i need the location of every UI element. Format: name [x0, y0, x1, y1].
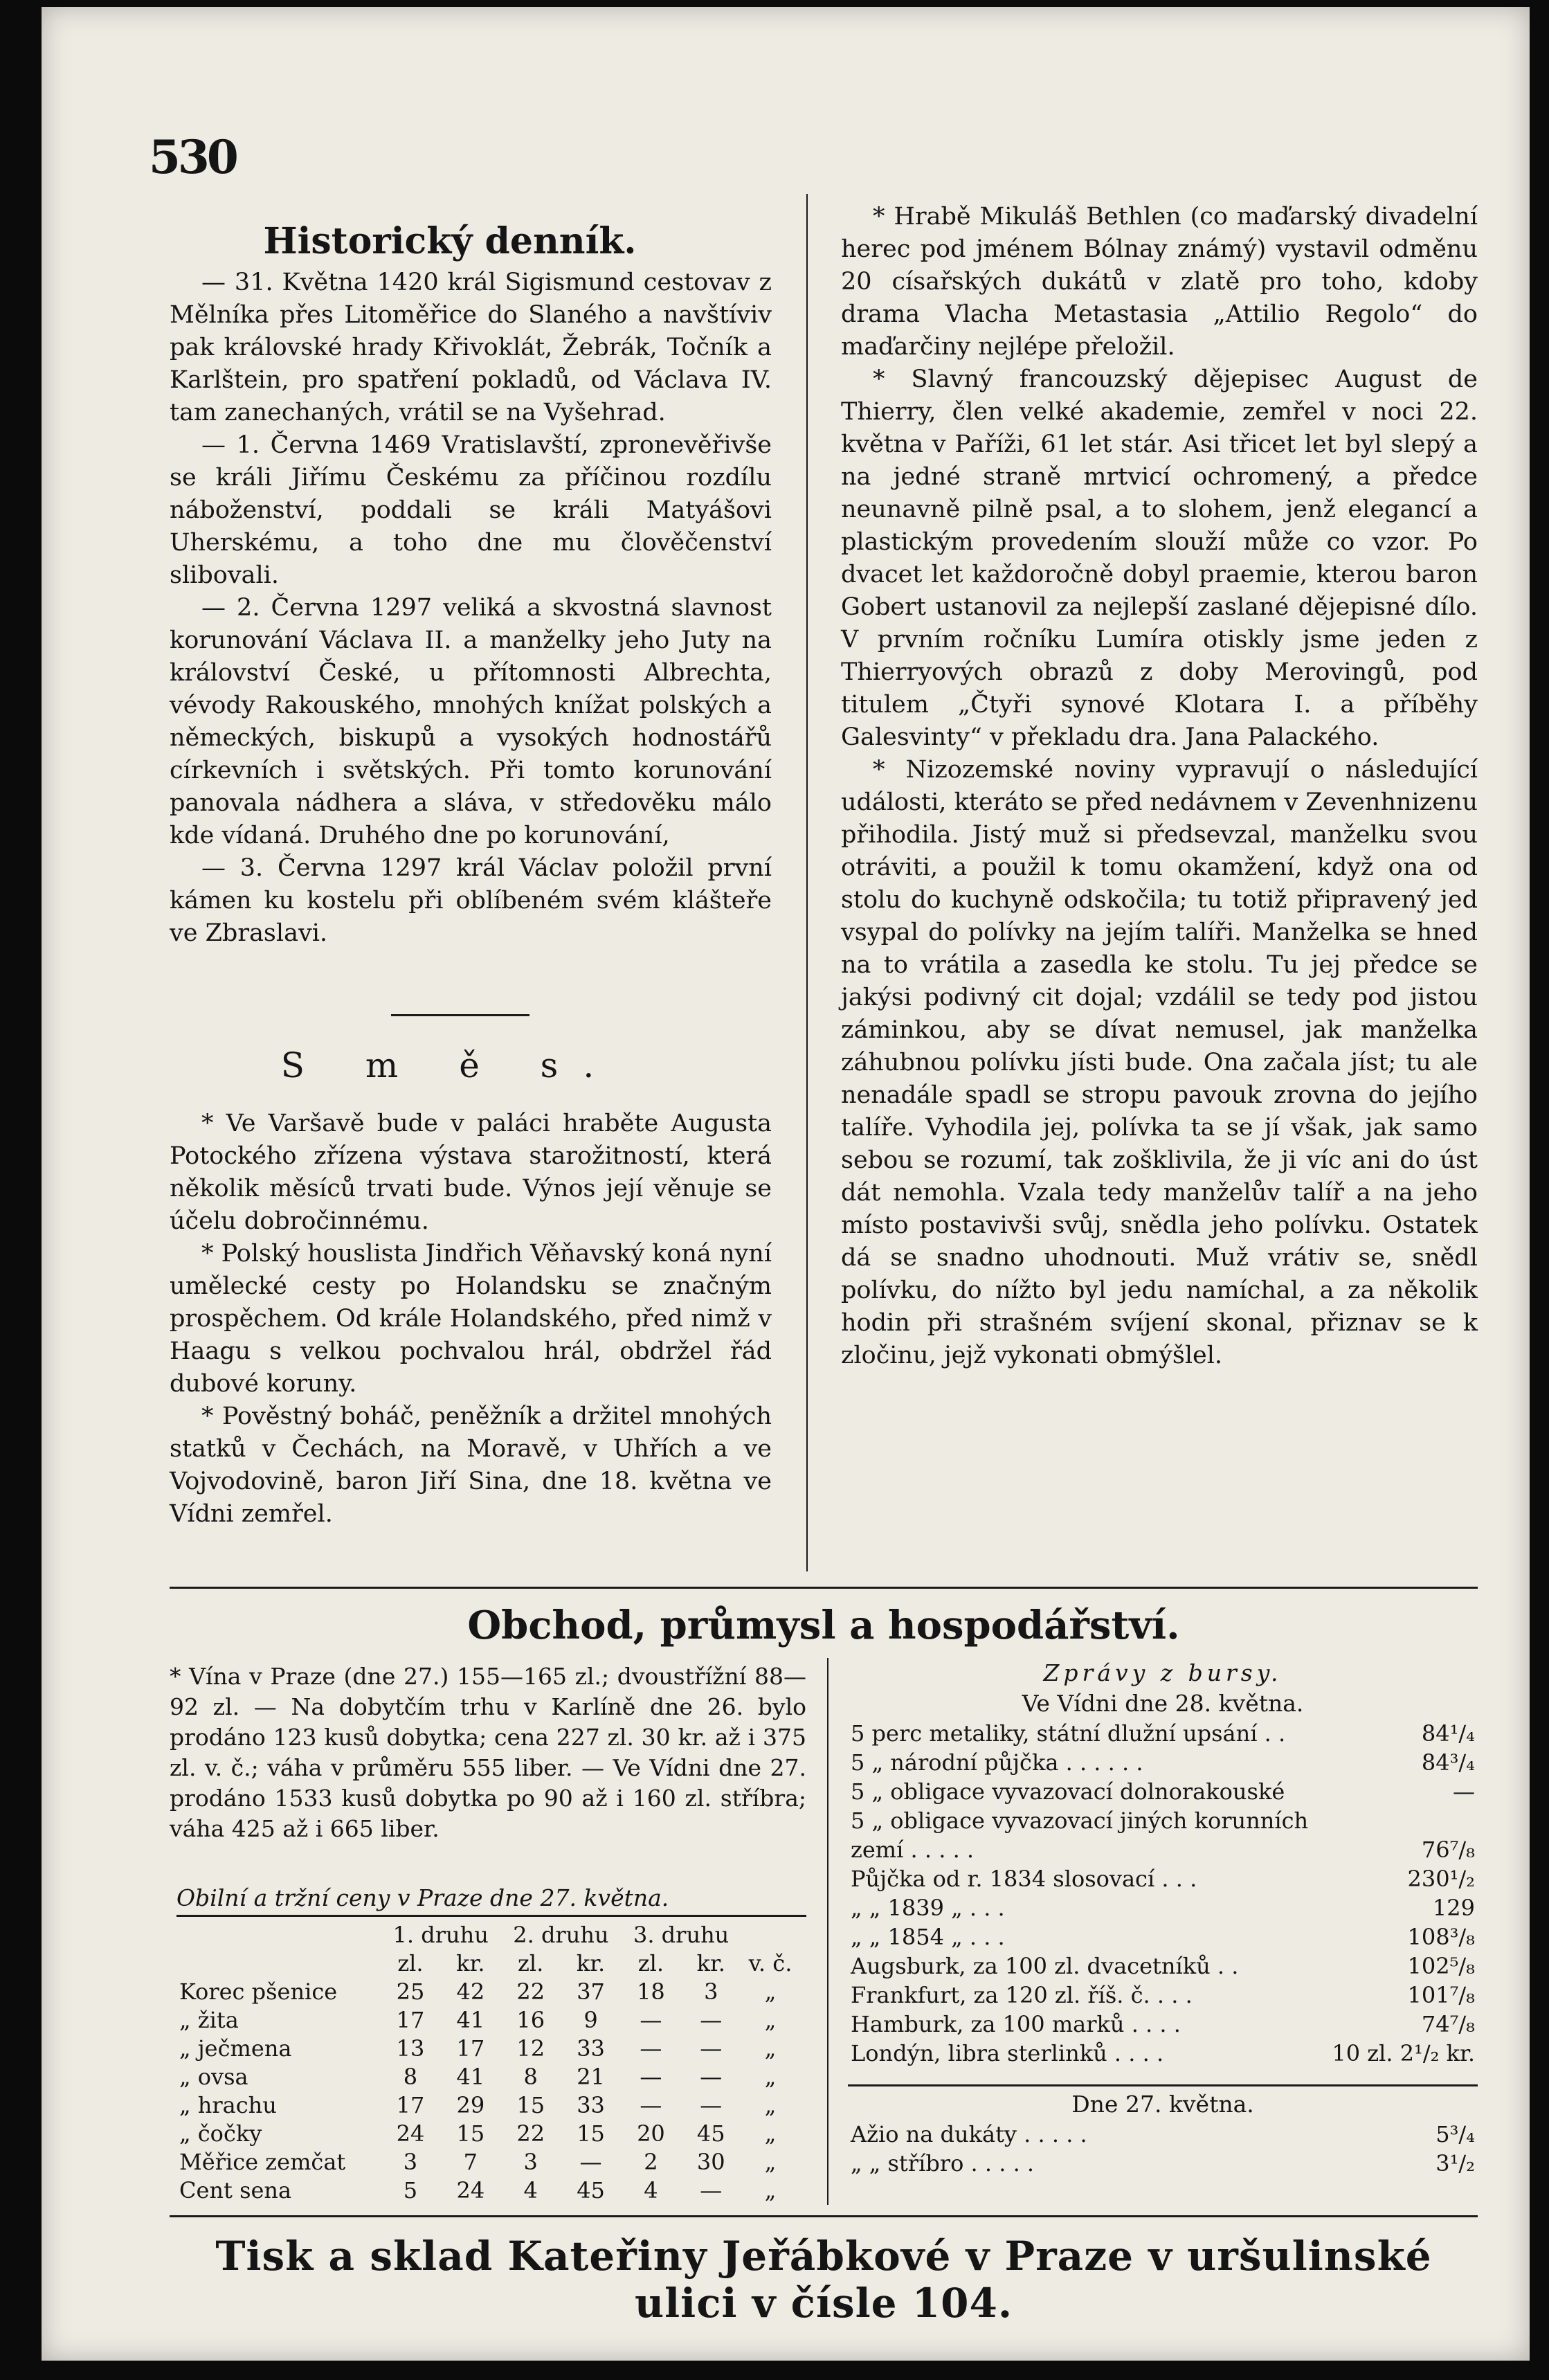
- grain-row-label: Korec pšenice: [179, 1978, 338, 2005]
- grain-cell: 17: [396, 2092, 425, 2118]
- grain-cell: 24: [456, 2177, 485, 2203]
- grain-cell: 41: [456, 2064, 485, 2090]
- news-paragraph: * Nizozemské noviny vypravují o následující události, kteráto se před nedávnem v Zevenhnizenu přihodila. Jistý muž si předsevzal, manželku svou otráviti, a použil k tomu okamžení, když ona od stolu do kuchyně odskočila; tu totiž připravený jed vsypal do polívky na jejím talíři. Manželka se hned na to vrátila a zasedla ke stolu. Tu jej předce se jakýsi podivný cit dojal; vzdálil se tedy pod jistou záminkou, aby se dívat nemusel, jak manželka záhubnou polívku jísti bude. Ona začala jíst; tu ale nenadále spadl se stropu pavouk zrovna do jejího talíře. Vyhodila jej, polívka ta se jí však, jak samo sebou se rozumí, tak zošklivila, že ji víc ani do úst dát nemohla. Vzala tedy manželův talíř a na jeho místo postavivši svůj, snědla jeho polívku. Ostatek dá se snadno uhodnouti. Muž vrátiv se, snědl polívku, do nížto byl jedu namíchal, a za několik hodin při strašném svíjení skonal, přiznav se k zločinu, jejž vykonati obmýšlel.: [841, 756, 1478, 1369]
- grain-cell: „: [764, 2035, 777, 2062]
- grain-druh-1: 1. druhu: [392, 1922, 489, 1948]
- grain-unit: zl.: [397, 1950, 424, 1976]
- bursa-row-label: Půjčka od r. 1834 slosovací . . .: [851, 1866, 1197, 1892]
- grain-cell: 4: [644, 2177, 658, 2203]
- bursa-row: [848, 1777, 1478, 1806]
- bursa-row-value: 230¹/₂: [1407, 1866, 1475, 1892]
- bursa-row: [848, 1922, 1478, 1951]
- grain-cell: 17: [396, 2007, 425, 2033]
- grain-cell: „: [764, 2064, 777, 2090]
- grain-row: [176, 2176, 799, 2205]
- right-column-body: [841, 201, 1478, 1372]
- grain-cell: —: [640, 2092, 662, 2118]
- bursa-section: [848, 1658, 1478, 2178]
- grain-row-label: Měřice zemčat: [179, 2149, 346, 2175]
- grain-table: [176, 1921, 799, 2205]
- grain-row-label: „ čočky: [179, 2120, 262, 2147]
- grain-cell: 20: [637, 2120, 665, 2147]
- bursa-row-label: 5 „ obligace vyvazovací jiných korunních zemí . . . . .: [851, 1807, 1309, 1863]
- grain-cell: 18: [637, 1978, 665, 2005]
- bursa-row-label: Hamburk, za 100 marků . . . .: [851, 2011, 1181, 2037]
- bursa-row: [848, 1981, 1478, 2010]
- grain-druh-2: 2. druhu: [513, 1922, 609, 1948]
- grain-cell: 45: [577, 2177, 605, 2203]
- grain-cell: —: [700, 2007, 723, 2033]
- smes-paragraph: * Ve Varšavě bude v paláci hraběte Augusta Potockého zřízena výstava starožitností, která několik měsíců trvati bude. Výnos její věnuje se účelu dobročinnému.: [170, 1110, 772, 1235]
- grain-cell: 3: [403, 2149, 418, 2175]
- grain-cell: —: [640, 2064, 662, 2090]
- bursa-row-value: 102⁵/₈: [1407, 1953, 1475, 1979]
- grain-cell: 3: [523, 2149, 538, 2175]
- grain-row-label: „ ječmena: [179, 2035, 292, 2062]
- grain-cell: 3: [704, 1978, 718, 2005]
- bursa-row: [848, 2120, 1478, 2149]
- bursa-row-label: Frankfurt, za 120 zl. říš. č. . . .: [851, 1982, 1193, 2008]
- bursa-row: [848, 2039, 1478, 2068]
- bursa-row-label: 5 „ národní půjčka . . . . . .: [851, 1749, 1143, 1776]
- grain-cell: 41: [456, 2007, 485, 2033]
- grain-unit: kr.: [696, 1950, 725, 1976]
- grain-unit: kr.: [456, 1950, 485, 1976]
- bursa-row-label: 5 „ obligace vyvazovací dolnorakouské: [851, 1778, 1285, 1805]
- bursa-table-2: [848, 2120, 1478, 2178]
- bursa-row-value: 129: [1432, 1895, 1475, 1921]
- grain-row: [176, 1978, 799, 2006]
- grain-cell: 37: [577, 1978, 605, 2005]
- grain-cell: 16: [516, 2007, 545, 2033]
- grain-cell: 24: [396, 2120, 425, 2147]
- grain-cell: 8: [523, 2064, 538, 2090]
- grain-cell: 17: [456, 2035, 485, 2062]
- column-separator-bottom: [827, 1658, 828, 2205]
- grain-cell: 15: [516, 2092, 545, 2118]
- grain-cell: 9: [583, 2007, 598, 2033]
- grain-unit: zl.: [637, 1950, 664, 1976]
- grain-cell: —: [640, 2035, 662, 2062]
- historicky-paragraph: — 2. Června 1297 veliká a skvostná slavnost korunování Václava II. a manželky jeho Juty na království České, u přítomnosti Albrechta, vévody Rakouského, mnohých knížat polských a německých, biskupů a vysokých hodnostářů církevních i světských. Při tomto korunování panovala nádhera a sláva, v středověku málo kde vídaná. Druhého dne po korunování,: [170, 594, 772, 849]
- obchod-title: Obchod, průmysl a hospodářství.: [467, 1603, 1180, 1648]
- bursa-row-value: 76⁷/₈: [1421, 1837, 1475, 1863]
- bursa-date-2: Dne 27. května.: [848, 2084, 1478, 2120]
- grain-cell: —: [700, 2035, 723, 2062]
- bursa-row-label: 5 perc metaliky, státní dlužní upsání . .: [851, 1720, 1286, 1747]
- bursa-row-value: 3¹/₂: [1435, 2150, 1475, 2176]
- grain-cell: „: [764, 2092, 777, 2118]
- grain-unit: kr.: [576, 1950, 606, 1976]
- bursa-table: [848, 1719, 1478, 2068]
- grain-cell: —: [640, 2007, 662, 2033]
- bursa-row: [848, 2149, 1478, 2178]
- grain-unit: v. č.: [748, 1950, 792, 1976]
- grain-cell: 15: [577, 2120, 605, 2147]
- grain-cell: 2: [644, 2149, 658, 2175]
- grain-cell: „: [764, 2007, 777, 2033]
- grain-row: [176, 2035, 799, 2063]
- smes-body: [170, 1108, 772, 1531]
- bursa-row: [848, 1951, 1478, 1981]
- section-divider: [391, 1014, 529, 1016]
- grain-cell: 33: [577, 2035, 605, 2062]
- grain-row: [176, 2006, 799, 2035]
- grain-cell: 22: [516, 1978, 545, 2005]
- grain-cell: —: [700, 2064, 723, 2090]
- bursa-row-label: „ „ 1854 „ . . .: [851, 1924, 1005, 1950]
- grain-cell: 21: [577, 2064, 605, 2090]
- bursa-title: Zprávy z bursy.: [1043, 1659, 1283, 1686]
- bursa-row: [848, 1748, 1478, 1777]
- bursa-row-label: „ „ stříbro . . . . .: [851, 2150, 1035, 2176]
- bursa-row-label: Augsburk, za 100 zl. dvacetníků . .: [851, 1953, 1239, 1979]
- bursa-row-value: 84³/₄: [1421, 1749, 1475, 1776]
- imprint-footer: Tisk a sklad Kateřiny Jeřábkové v Praze v uršulinské ulici v čísle 104.: [215, 2233, 1432, 2327]
- grain-cell: 4: [523, 2177, 538, 2203]
- grain-row: [176, 2148, 799, 2176]
- historicky-title: Historický denník.: [263, 220, 637, 262]
- grain-header-row: [176, 1921, 799, 1949]
- smes-paragraph: * Polský houslista Jindřich Věňavský koná nyní umělecké cesty po Holandsku se značným prospěchem. Od krále Holandského, před nimž v Haagu s velkou pochvalou hrál, obdržel řád dubové koruny.: [170, 1240, 772, 1398]
- column-separator: [806, 194, 808, 1571]
- section-rule: [170, 1587, 1478, 1589]
- grain-cell: 5: [403, 2177, 418, 2203]
- grain-cell: 13: [396, 2035, 425, 2062]
- grain-row: [176, 2120, 799, 2148]
- footer-rule: [170, 2215, 1478, 2217]
- smes-title: S m ě s.: [280, 1045, 619, 1085]
- bursa-row-value: —: [1453, 1778, 1475, 1805]
- grain-table-wrap: [176, 1883, 806, 2205]
- bursa-row-value: 74⁷/₈: [1421, 2011, 1475, 2037]
- historicky-paragraph: — 31. Května 1420 král Sigismund cestovav z Mělníka přes Litoměřice do Slaného a navštíviv pak královské hrady Křivoklát, Žebrák, Točník a Karlštein, pro spatření pokladů, od Václava IV. tam zanechaných, vrátil se na Vyšehrad.: [170, 269, 772, 426]
- historicky-body: [170, 267, 772, 950]
- grain-row-label: „ hrachu: [179, 2092, 277, 2118]
- grain-row-label: „ žita: [179, 2007, 239, 2033]
- grain-cell: 22: [516, 2120, 545, 2147]
- grain-cell: 12: [516, 2035, 545, 2062]
- obchod-intro: * Vína v Praze (dne 27.) 155—165 zl.; dvoustřížní 88—92 zl. — Na dobytčím trhu v Karlíně dne 26. bylo prodáno 123 kusů dobytka; cena 227 zl. 30 kr. až i 375 zl. v. č.; váha v průměru 555 liber. — Ve Vídni dne 27. prodáno 1533 kusů dobytka po 90 až i 160 zl. stříbra; váha 425 až i 665 liber.: [170, 1663, 806, 1842]
- grain-cell: 45: [696, 2120, 725, 2147]
- page-number: 530: [149, 130, 236, 184]
- grain-cell: „: [764, 2120, 777, 2147]
- historicky-paragraph: — 3. Června 1297 král Václav položil první kámen ku kostelu při oblíbeném svém klášteře ve Zbraslavi.: [170, 854, 772, 947]
- grain-cell: „: [764, 2149, 777, 2175]
- grain-cell: „: [764, 1978, 777, 2005]
- grain-cell: —: [579, 2149, 602, 2175]
- grain-cell: 42: [456, 1978, 485, 2005]
- news-paragraph: * Hrabě Mikuláš Bethlen (co maďarský divadelní herec pod jménem Bólnay známý) vystavil odměnu 20 císařských dukátů v zlatě pro toho, kdoby drama Vlacha Metastasia „Attilio Regolo“ do maďarčiny nejlépe přeložil.: [841, 203, 1478, 361]
- grain-cell: 7: [463, 2149, 478, 2175]
- bursa-row-value: 5³/₄: [1435, 2121, 1475, 2147]
- grain-cell: —: [700, 2092, 723, 2118]
- smes-paragraph: * Pověstný boháč, peněžník a držitel mnohých statků v Čechách, na Moravě, v Uhřích a ve Vojvodovině, baron Jiří Sina, dne 18. května ve Vídni zemřel.: [170, 1403, 772, 1528]
- news-paragraph: * Slavný francouzský dějepisec August de Thierry, člen velké akademie, zemřel v noci 22. května v Paříži, 61 let stár. Asi třicet let byl slepý a na jedné straně mrtvicí ochromený, a předce neunavně pilně psal, a to slohem, jenž elegancí a plastickým provedením slouží může co vzor. Po dvacet let každoročně dobyl praemie, kterou baron Gobert ustanovil za nejlepší zaslané dějepisné dílo. V prvním ročníku Lumíra otiskly jsme jeden z Thierryových obrazů z doby Merovingů, pod titulem „Čtyři synové Klotara I. a příběhy Galesvinty“ v překladu dra. Jana Palackého.: [841, 366, 1478, 751]
- historicky-paragraph: — 1. Června 1469 Vratislavští, zpronevěřivše se králi Jiřímu Českému za příčinou rozdílu náboženství, poddali se králi Matyášovi Uherskému, a toho dne mu člověčenství slibovali.: [170, 431, 772, 589]
- bursa-row: [848, 1864, 1478, 1893]
- bursa-row: [848, 1719, 1478, 1748]
- grain-units-row: [176, 1949, 799, 1978]
- grain-cell: 29: [456, 2092, 485, 2118]
- bursa-row-label: „ „ 1839 „ . . .: [851, 1895, 1005, 1921]
- bursa-row: [848, 1806, 1478, 1864]
- bursa-row-label: Londýn, libra sterlinků . . . .: [851, 2040, 1164, 2066]
- bursa-row-value: 10 zl. 2¹/₂ kr.: [1332, 2040, 1475, 2066]
- bursa-row-label: Ažio na dukáty . . . . .: [851, 2121, 1087, 2147]
- grain-row-label: „ ovsa: [179, 2064, 248, 2090]
- grain-row: [176, 2063, 799, 2091]
- grain-cell: —: [700, 2177, 723, 2203]
- bursa-row-value: 84¹/₄: [1421, 1720, 1475, 1747]
- bursa-row-value: 101⁷/₈: [1407, 1982, 1475, 2008]
- grain-row-label: Cent sena: [179, 2177, 292, 2203]
- grain-caption: Obilní a tržní ceny v Praze dne 27. května.: [176, 1883, 806, 1917]
- grain-cell: 8: [403, 2064, 418, 2090]
- grain-row: [176, 2091, 799, 2120]
- grain-cell: „: [764, 2177, 777, 2203]
- grain-unit: zl.: [518, 1950, 544, 1976]
- grain-cell: 30: [696, 2149, 725, 2175]
- bursa-row: [848, 1893, 1478, 1922]
- grain-cell: 25: [396, 1978, 425, 2005]
- grain-cell: 15: [456, 2120, 485, 2147]
- grain-cell: 33: [577, 2092, 605, 2118]
- grain-druh-3: 3. druhu: [633, 1922, 730, 1948]
- bursa-row-value: 108³/₈: [1407, 1924, 1475, 1950]
- bursa-date: Ve Vídni dne 28. května.: [1022, 1690, 1304, 1717]
- bursa-row: [848, 2010, 1478, 2039]
